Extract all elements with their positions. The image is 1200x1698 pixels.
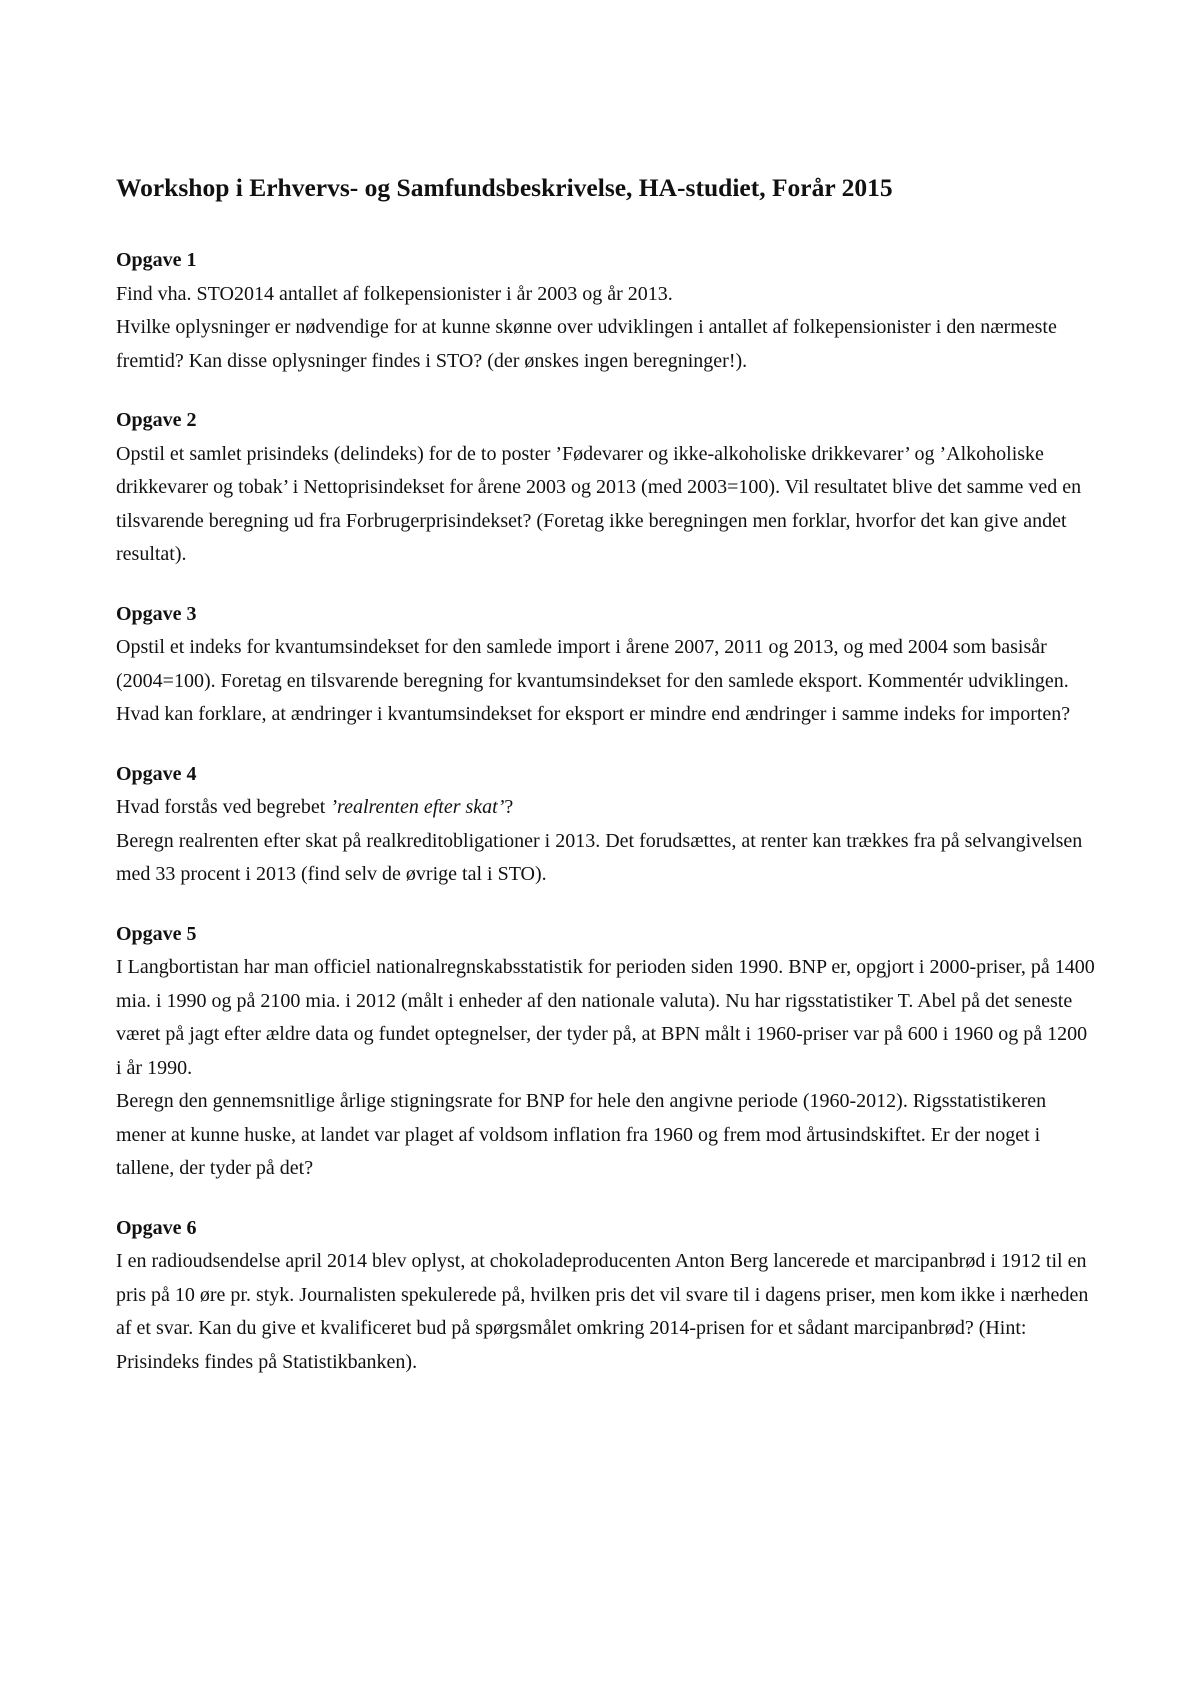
section-opgave-4 bbox=[116, 758, 1096, 892]
paragraph-term-question bbox=[116, 791, 1096, 825]
paragraph: Opstil et samlet prisindeks (delindeks) for de to poster ’Fødevarer og ikke-alkoholiske drikkevarer’ og ’Alkoholiske drikkevarer og tobak’ i Nettoprisindekset for årene 2003 og 2013 (med 2003=100). Vil resultatet blive det samme ved en tilsvarende beregning ud fra Forbrugerprisindekset? (Foretag ikke beregningen men forklar, hvorfor det kan give andet resultat). bbox=[116, 442, 1082, 565]
paragraph: Find vha. STO2014 antallet af folkepensionister i år 2003 og år 2013. bbox=[116, 282, 673, 305]
section-heading: Opgave 5 bbox=[116, 922, 197, 945]
section-opgave-1 bbox=[116, 244, 1096, 378]
paragraph: Hvad kan forklare, at ændringer i kvantumsindekset for eksport er mindre end ændringer i samme indeks for importen? bbox=[116, 703, 1071, 725]
term-realrenten: ’realrenten efter skat’ bbox=[330, 796, 505, 818]
paragraph: Beregn realrenten efter skat på realkreditobligationer i 2013. Det forudsættes, at renter kan trækkes fra på selvangivelsen med 33 procent i 2013 (find selv de øvrige tal i STO). bbox=[116, 829, 1083, 885]
paragraph: I Langbortistan har man officiel nationalregnskabsstatistik for perioden siden 1990. BNP er, opgjort i 2000-priser, på 1400 mia. i 1990 og på 2100 mia. i 2012 (målt i enheder af den nationale valuta). Nu har rigsstatistiker T. Abel på det seneste været på jagt efter ældre data og fundet optegnelser, der tyder på, at BPN målt i 1960-priser var på 600 i 1960 og på 1200 i år 1990. bbox=[116, 956, 1095, 1079]
question-suffix: ? bbox=[504, 796, 514, 818]
section-heading: Opgave 3 bbox=[116, 602, 197, 625]
paragraph: Opstil et indeks for kvantumsindekset for den samlede import i årene 2007, 2011 og 2013, og med 2004 som basisår (2004=100). Foretag en tilsvarende beregning for kvantumsindekset for den samlede eksport. Kommentér udviklingen. bbox=[116, 636, 1069, 692]
document-title: Workshop i Erhvervs- og Samfundsbeskrivelse, HA-studiet, Forår 2015 bbox=[116, 173, 893, 202]
paragraph: Beregn den gennemsnitlige årlige stigningsrate for BNP for hele den angivne periode (1960-2012). Rigsstatistikeren mener at kunne huske, at landet var plaget af voldsom inflation fra 1960 og frem mod årtusindskiftet. Er der noget i tallene, der tyder på det? bbox=[116, 1090, 1047, 1179]
section-heading: Opgave 6 bbox=[116, 1216, 197, 1239]
document-page bbox=[116, 172, 1096, 1379]
paragraph: I en radioudsendelse april 2014 blev oplyst, at chokoladeproducenten Anton Berg lancerede et marcipanbrød i 1912 til en pris på 10 øre pr. styk. Journalisten spekulerede på, hvilken pris det vil svare til i dagens priser, men kom ikke i nærheden af et svar. Kan du give et kvalificeret bud på spørgsmålet omkring 2014-prisen for et sådant marcipanbrød? (Hint: Prisindeks findes på Statistikbanken). bbox=[116, 1250, 1089, 1373]
section-opgave-6 bbox=[116, 1212, 1096, 1380]
section-opgave-3 bbox=[116, 598, 1096, 732]
section-heading: Opgave 2 bbox=[116, 409, 197, 431]
paragraph: Hvilke oplysninger er nødvendige for at kunne skønne over udviklingen i antallet af folkepensionister i den nærmeste fremtid? Kan disse oplysninger findes i STO? (der ønskes ingen beregninger!). bbox=[116, 316, 1057, 372]
section-opgave-5 bbox=[116, 918, 1096, 1186]
section-heading: Opgave 4 bbox=[116, 762, 197, 785]
question-prefix: Hvad forstås ved begrebet bbox=[116, 796, 331, 818]
section-opgave-2 bbox=[116, 404, 1096, 572]
section-heading: Opgave 1 bbox=[116, 249, 197, 271]
